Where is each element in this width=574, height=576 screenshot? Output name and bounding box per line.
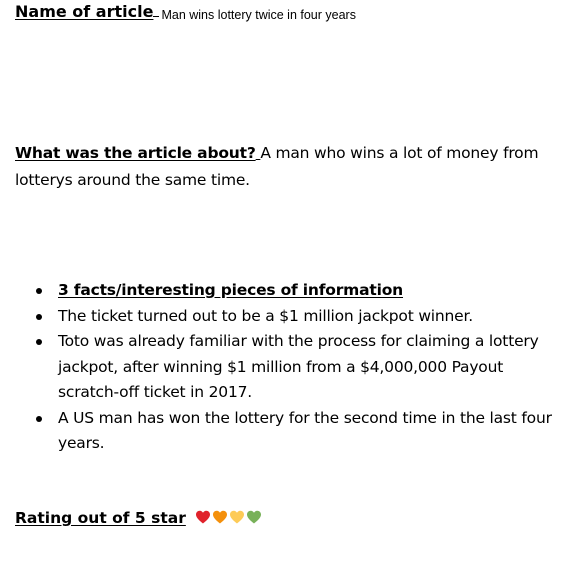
fact-text: Toto was already familiar with the process for claiming a lottery jackpot, after winning $1 million from a $4,000,000 Payout scratch-off ticket in 2017. [58, 332, 539, 401]
red-heart-icon [195, 510, 211, 524]
rating-label: Rating out of 5 star [15, 509, 186, 527]
bullet-icon [36, 288, 42, 294]
bullet-icon [36, 339, 42, 345]
facts-heading: 3 facts/interesting pieces of information [58, 281, 404, 299]
bullet-icon [36, 314, 42, 320]
rating-row [15, 508, 263, 527]
article-about-text: A man who wins a lot of money from lotterys around the same time. [15, 144, 539, 189]
fact-item [15, 304, 565, 330]
fact-text: A US man has won the lottery for the second time in the last four years. [58, 408, 552, 452]
fact-item [15, 406, 565, 457]
name-of-article-label: Name of article [15, 2, 154, 21]
fact-item [15, 329, 565, 406]
facts-heading-item [15, 278, 565, 304]
yellow-heart-icon [229, 510, 245, 524]
orange-heart-icon [212, 510, 228, 524]
fact-text: The ticket turned out to be a $1 million jackpot winner. [58, 306, 473, 325]
article-about-section [15, 140, 560, 194]
facts-list [15, 278, 565, 457]
article-about-label: What was the article about? [15, 144, 256, 162]
bullet-icon [36, 416, 42, 422]
green-heart-icon [246, 510, 262, 524]
name-of-article-row [15, 2, 356, 21]
rating-hearts [195, 508, 263, 527]
article-name: Man wins lottery twice in four years [161, 8, 356, 22]
